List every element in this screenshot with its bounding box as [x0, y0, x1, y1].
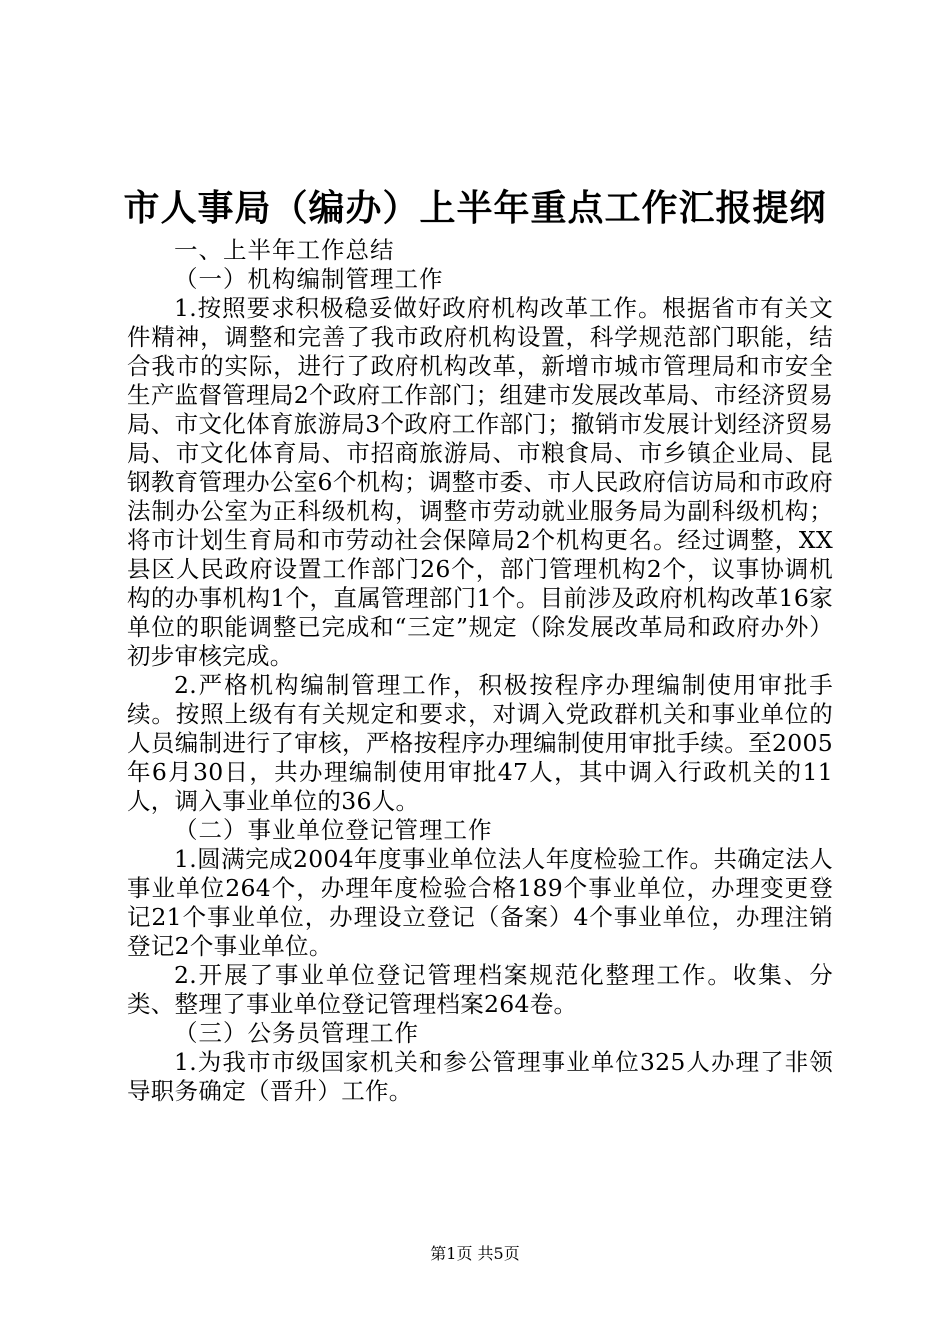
subsection-heading: （三）公务员管理工作 — [174, 1019, 419, 1047]
subsection-heading: （二）事业单位登记管理工作 — [174, 816, 493, 844]
document-body — [127, 236, 833, 1106]
paragraph: 1.按照要求积极稳妥做好政府机构改革工作。根据省市有关文件精神，调整和完善了我市政府机构设置，科学规范部门职能，结合我市的实际，进行了政府机构改革，新增市城市管理局和市安全生产监督管理局2个政府工作部门；组建市发展改革局、市经济贸易局、市文化体育旅游局3个政府工作部门；撤销市发展计划经济贸易局、市文化体育局、市招商旅游局、市粮食局、市乡镇企业局、昆钢教育管理办公室6个机构；调整市委、市人民政府信访局和市政府法制办公室为正科级机构，调整市劳动就业服务局为副科级机构；将市计划生育局和市劳动社会保障局2个机构更名。经过调整，XX县区人民政府设置工作部门26个，部门管理机构2个，议事协调机构的办事机构1个，直属管理部门1个。目前涉及政府机构改革16家单位的职能调整已完成和“三定”规定（除发展改革局和政府办外）初步审核完成。 — [127, 294, 833, 670]
document-title: 市人事局（编办）上半年重点工作汇报提纲 — [123, 187, 827, 229]
paragraph: 2.严格机构编制管理工作，积极按程序办理编制使用审批手续。按照上级有有关规定和要求，对调入党政群机关和事业单位的人员编制进行了审核，严格按程序办理编制使用审批手续。至2005年6月30日，共办理编制使用审批47人，其中调入行政机关的11人，调入事业单位的36人。 — [127, 671, 833, 815]
page-footer: 第1页 共5页 — [430, 1244, 520, 1263]
paragraph: 1.为我市市级国家机关和参公管理事业单位325人办理了非领导职务确定（晋升）工作。 — [127, 1048, 833, 1105]
section-heading: 一、上半年工作总结 — [174, 236, 395, 264]
subsection-heading: （一）机构编制管理工作 — [174, 265, 444, 293]
paragraph: 2.开展了事业单位登记管理档案规范化整理工作。收集、分类、整理了事业单位登记管理档案264卷。 — [127, 961, 833, 1018]
paragraph: 1.圆满完成2004年度事业单位法人年度检验工作。共确定法人事业单位264个，办理年度检验合格189个事业单位，办理变更登记21个事业单位，办理设立登记（备案）4个事业单位，办理注销登记2个事业单位。 — [127, 845, 833, 960]
